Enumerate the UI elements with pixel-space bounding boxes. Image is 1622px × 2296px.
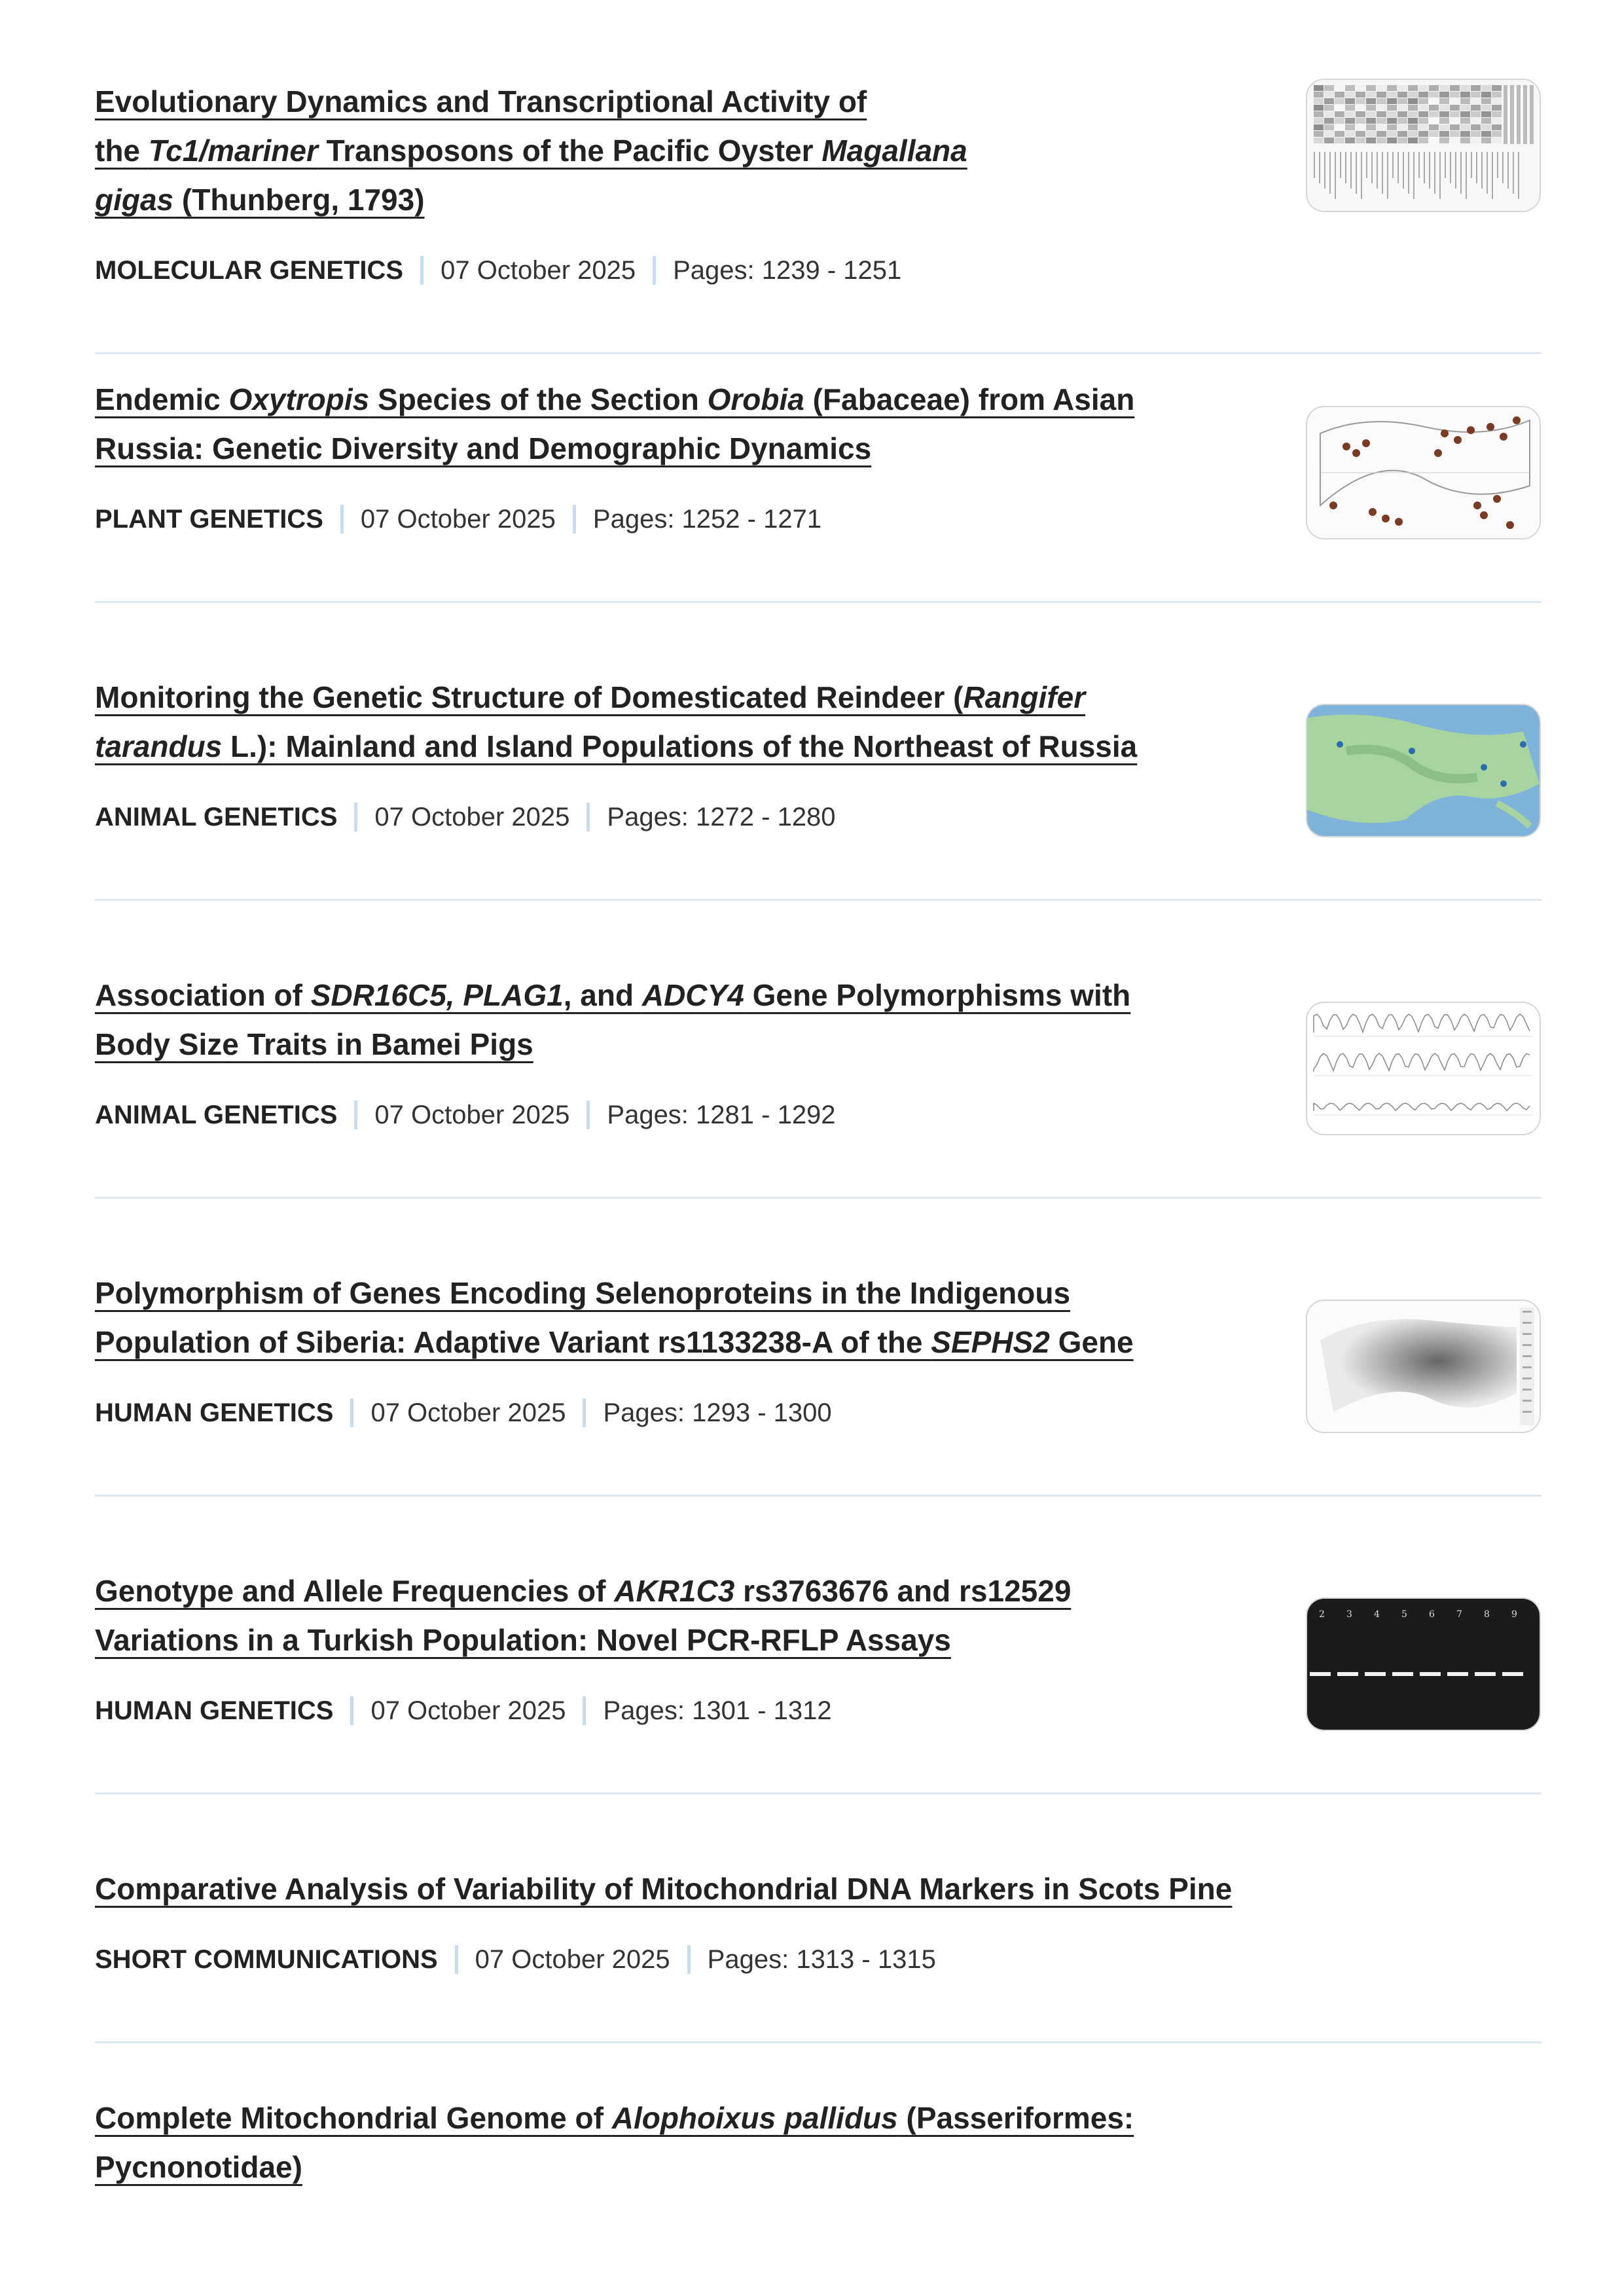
article-title-line — [95, 1616, 1071, 1665]
gel-lane-label: 9 — [1511, 1609, 1517, 1620]
italic-term: Alophoixus pallidus — [611, 2101, 898, 2135]
publication-date: 07 October 2025 — [370, 1696, 566, 1725]
title-text: Evolutionary Dynamics and Transcriptional Activity of — [95, 84, 867, 118]
title-text: Pycnonotidae) — [95, 2150, 302, 2184]
article-title — [95, 1567, 1071, 1665]
title-text: Gene — [1049, 1325, 1134, 1359]
title-text: Transposons of the Pacific Oyster — [317, 134, 822, 168]
article-divider — [95, 1793, 1541, 1795]
title-text: Monitoring the Genetic Structure of Domesticated Reindeer ( — [95, 680, 964, 714]
article-title-line — [95, 424, 1134, 473]
article-title — [95, 1269, 1134, 1367]
title-text: Russia: Genetic Diversity and Demographic Dynamics — [95, 431, 872, 465]
italic-term: Magallana — [821, 134, 967, 168]
article-title-line — [95, 971, 1130, 1020]
article-divider — [95, 352, 1541, 354]
title-text: Association of — [95, 978, 311, 1012]
title-text: Polymorphism of Genes Encoding Selenoproteins in the Indigenous — [95, 1276, 1071, 1310]
article-title-link[interactable] — [95, 1269, 1134, 1367]
article-title-line — [95, 2143, 1134, 2192]
article-meta — [95, 1943, 936, 1976]
article-title-line — [95, 77, 967, 126]
meta-separator — [420, 256, 424, 285]
article-title-line — [95, 1567, 1071, 1616]
title-text: (Thunberg, 1793) — [173, 183, 425, 217]
title-text: Complete Mitochondrial Genome of — [95, 2101, 612, 2135]
meta-separator — [354, 803, 357, 831]
article-title-line — [95, 126, 967, 175]
title-text: Variations in a Turkish Population: Novel PCR-RFLP Assays — [95, 1623, 951, 1657]
page-range: Pages: 1281 - 1292 — [607, 1101, 836, 1129]
meta-separator — [354, 1101, 357, 1129]
italic-term: gigas — [95, 183, 174, 217]
title-text: rs3763676 and rs12529 — [734, 1574, 1072, 1608]
article-title-link[interactable] — [95, 673, 1137, 771]
meta-separator — [687, 1945, 691, 1974]
section-label[interactable]: ANIMAL GENETICS — [95, 1101, 338, 1129]
article-title-link[interactable] — [95, 1865, 1232, 1914]
article-title-line — [95, 722, 1137, 771]
italic-term: SDR16C5, PLAG1 — [310, 978, 564, 1012]
article-divider — [95, 601, 1541, 603]
italic-term: SEPHS2 — [931, 1325, 1050, 1359]
meta-separator — [583, 1696, 586, 1725]
article-title-line — [95, 375, 1134, 424]
gel-lane-label: 7 — [1456, 1609, 1462, 1620]
italic-term: Oxytropis — [228, 382, 370, 416]
article-title — [95, 673, 1137, 771]
title-text: (Passeriformes: — [897, 2101, 1134, 2135]
meta-separator — [455, 1945, 458, 1974]
title-text: the — [95, 134, 149, 168]
meta-separator — [350, 1696, 353, 1725]
gel-lane-label: 4 — [1374, 1609, 1380, 1620]
article-title-line — [95, 2094, 1134, 2143]
meta-separator — [340, 505, 344, 534]
article-title-link[interactable] — [95, 375, 1134, 473]
article-title-link[interactable] — [95, 2094, 1134, 2192]
italic-term: AKR1C3 — [614, 1574, 735, 1608]
article-thumbnail-heatmap-table[interactable] — [1306, 79, 1541, 212]
title-text: Genotype and Allele Frequencies of — [95, 1574, 615, 1608]
title-text: Body Size Traits in Bamei Pigs — [95, 1027, 533, 1061]
article-thumbnail-distribution-map[interactable] — [1306, 406, 1541, 539]
article-thumbnail-chromatogram[interactable] — [1306, 1002, 1541, 1135]
publication-date: 07 October 2025 — [475, 1945, 670, 1974]
article-title-line — [95, 1020, 1130, 1069]
page-range: Pages: 1293 - 1300 — [603, 1398, 832, 1427]
section-label[interactable]: SHORT COMMUNICATIONS — [95, 1945, 438, 1974]
title-text: , and — [563, 978, 642, 1012]
article-thumbnail-frequency-map[interactable] — [1306, 1300, 1541, 1433]
gel-lane-label: 5 — [1401, 1609, 1407, 1620]
section-label[interactable]: PLANT GENETICS — [95, 505, 323, 534]
page-range: Pages: 1313 - 1315 — [707, 1945, 936, 1974]
section-label[interactable]: ANIMAL GENETICS — [95, 803, 338, 831]
article-title — [95, 1865, 1232, 1914]
meta-separator — [653, 256, 656, 285]
article-meta — [95, 1694, 832, 1727]
publication-date: 07 October 2025 — [370, 1398, 566, 1427]
page-range: Pages: 1252 - 1271 — [592, 505, 822, 534]
article-title-link[interactable] — [95, 77, 967, 225]
meta-separator — [583, 1398, 586, 1427]
title-text: L.): Mainland and Island Populations of the Northeast of Russia — [222, 729, 1138, 763]
meta-separator — [350, 1398, 353, 1427]
italic-term: tarandus — [95, 729, 223, 763]
article-title — [95, 375, 1134, 473]
article-thumbnail-terrain-map[interactable] — [1306, 704, 1541, 837]
section-label[interactable]: HUMAN GENETICS — [95, 1398, 334, 1427]
article-title-line — [95, 175, 967, 225]
article-divider — [95, 1197, 1541, 1199]
italic-term: Rangifer — [963, 680, 1086, 714]
title-text: Population of Siberia: Adaptive Variant rs1133238-A of the — [95, 1325, 931, 1359]
page-range: Pages: 1301 - 1312 — [603, 1696, 832, 1725]
article-title-line — [95, 1318, 1134, 1367]
article-title-link[interactable] — [95, 971, 1130, 1069]
italic-term: ADCY4 — [641, 978, 744, 1012]
gel-lane-label: 6 — [1429, 1609, 1435, 1620]
article-title — [95, 971, 1130, 1069]
article-title — [95, 77, 967, 225]
article-title — [95, 2094, 1134, 2192]
title-text: Endemic — [95, 382, 229, 416]
page-range: Pages: 1272 - 1280 — [607, 803, 836, 831]
publication-date: 07 October 2025 — [360, 505, 556, 534]
article-meta — [95, 801, 836, 833]
publication-date: 07 October 2025 — [374, 803, 570, 831]
italic-term: Tc1/mariner — [148, 134, 318, 168]
section-label[interactable]: HUMAN GENETICS — [95, 1696, 334, 1725]
meta-separator — [573, 505, 576, 534]
title-text: Gene Polymorphisms with — [744, 978, 1131, 1012]
title-text: Species of the Section — [369, 382, 708, 416]
publication-date: 07 October 2025 — [441, 256, 636, 285]
gel-lane-label: 8 — [1484, 1609, 1490, 1620]
meta-separator — [586, 803, 590, 831]
publication-date: 07 October 2025 — [374, 1101, 570, 1129]
article-meta — [95, 1099, 836, 1131]
article-meta — [95, 1396, 832, 1429]
title-text: Comparative Analysis of Variability of Mitochondrial DNA Markers in Scots Pine — [95, 1872, 1233, 1906]
meta-separator — [586, 1101, 590, 1129]
article-title-line — [95, 673, 1137, 722]
section-label[interactable]: MOLECULAR GENETICS — [95, 256, 404, 285]
article-divider — [95, 899, 1541, 901]
gel-lane-label: 2 — [1319, 1609, 1325, 1620]
article-title-line — [95, 1269, 1134, 1318]
article-meta — [95, 503, 821, 536]
italic-term: Orobia — [707, 382, 804, 416]
article-divider — [95, 2041, 1541, 2043]
article-meta — [95, 254, 901, 287]
page-range: Pages: 1239 - 1251 — [673, 256, 902, 285]
article-divider — [95, 1495, 1541, 1497]
title-text: (Fabaceae) from Asian — [804, 382, 1135, 416]
article-thumbnail-gel[interactable] — [1306, 1597, 1541, 1731]
article-title-line — [95, 1865, 1232, 1914]
article-title-link[interactable] — [95, 1567, 1071, 1665]
gel-lane-label: 3 — [1346, 1609, 1352, 1620]
